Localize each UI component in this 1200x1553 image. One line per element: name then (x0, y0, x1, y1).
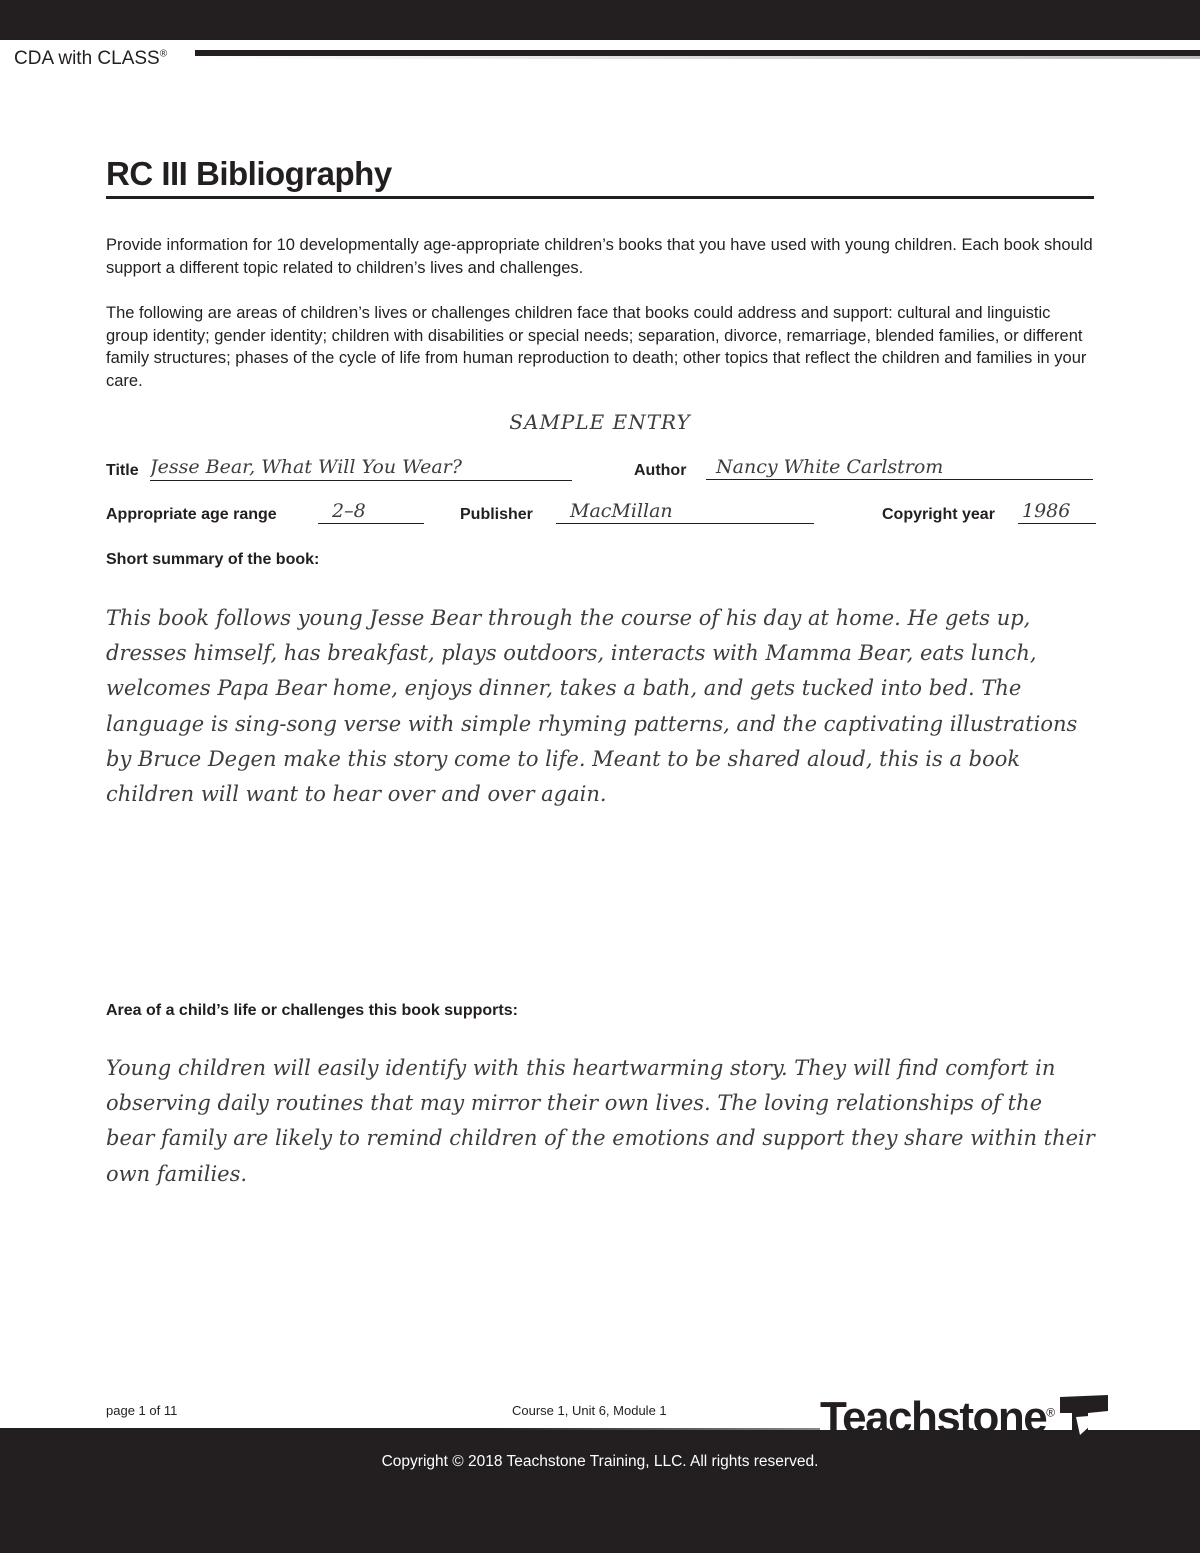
publisher-label: Publisher (460, 506, 533, 523)
logo-registered-mark: ® (1046, 1405, 1054, 1420)
age-range-field[interactable]: 2–8 (318, 500, 424, 524)
age-range-label: Appropriate age range (106, 506, 277, 523)
registered-mark: ® (159, 48, 168, 60)
sample-entry-heading: SAMPLE ENTRY (509, 410, 691, 434)
publisher-field[interactable]: MacMillan (556, 500, 814, 524)
title-field[interactable]: Jesse Bear, What Will You Wear? (150, 456, 572, 481)
summary-text[interactable]: This book follows young Jesse Bear through the course of his day at home. He gets up, dresses himself, has breakfast, plays outdoors, interacts with Mamma Bear, eats lunch, welcomes Papa Bear home, enjoys dinner, takes a bath, and gets tucked into bed. The language is sing-song verse with simple rhyming patterns, and the captivating illustrations by Bruce Degen make this story come to life. Meant to be shared aloud, this is a book children will want to hear over and over again. (106, 606, 1078, 807)
copyright-year-field[interactable]: 1986 (1018, 500, 1096, 524)
title-divider (106, 196, 1094, 199)
supports-text[interactable]: Young children will easily identify with this heartwarming story. They will find comfort in observing daily routines that may mirror their own lives. The loving relationships of the bear family are likely to remind children of the emotions and support they share within their own families. (106, 1056, 1095, 1186)
teachstone-logo-icon (1058, 1393, 1110, 1444)
title-label: Title (106, 462, 139, 479)
teachstone-logo (820, 1392, 1110, 1444)
instructions-text: Provide information for 10 developmentally age-appropriate children’s books that you have used with young children. Each book should support a different topic related to children’s lives and challenges. (106, 236, 1093, 277)
supports-label: Area of a child’s life or challenges this book supports: (106, 1002, 518, 1019)
course-reference: Course 1, Unit 6, Module 1 (512, 1403, 667, 1418)
page-number: page 1 of 11 (106, 1403, 178, 1418)
header-label: CDA with CLASS® (14, 48, 168, 69)
logo-wordmark: Teachstone® (820, 1393, 1054, 1442)
summary-label: Short summary of the book: (106, 551, 320, 568)
header-rule-shadow (195, 56, 1200, 59)
top-band (0, 0, 1200, 40)
copyright-year-label: Copyright year (882, 506, 995, 523)
copyright-notice: Copyright © 2018 Teachstone Training, LLC. All rights reserved. (381, 1453, 819, 1470)
page-title: RC III Bibliography (106, 155, 392, 192)
author-label: Author (634, 462, 687, 479)
author-field[interactable]: Nancy White Carlstrom (706, 456, 1093, 480)
areas-intro-text: The following are areas of children’s lives or challenges children face that books could address and support: cultural and linguistic group identity; gender identity; children with disabilities or special needs; separation, divorce, remarriage, blended families, or different family structures; phases of the cycle of life from human reproduction to death; other topics that reflect the children and families in your care. (106, 304, 1087, 390)
footer-band (0, 1430, 1200, 1553)
